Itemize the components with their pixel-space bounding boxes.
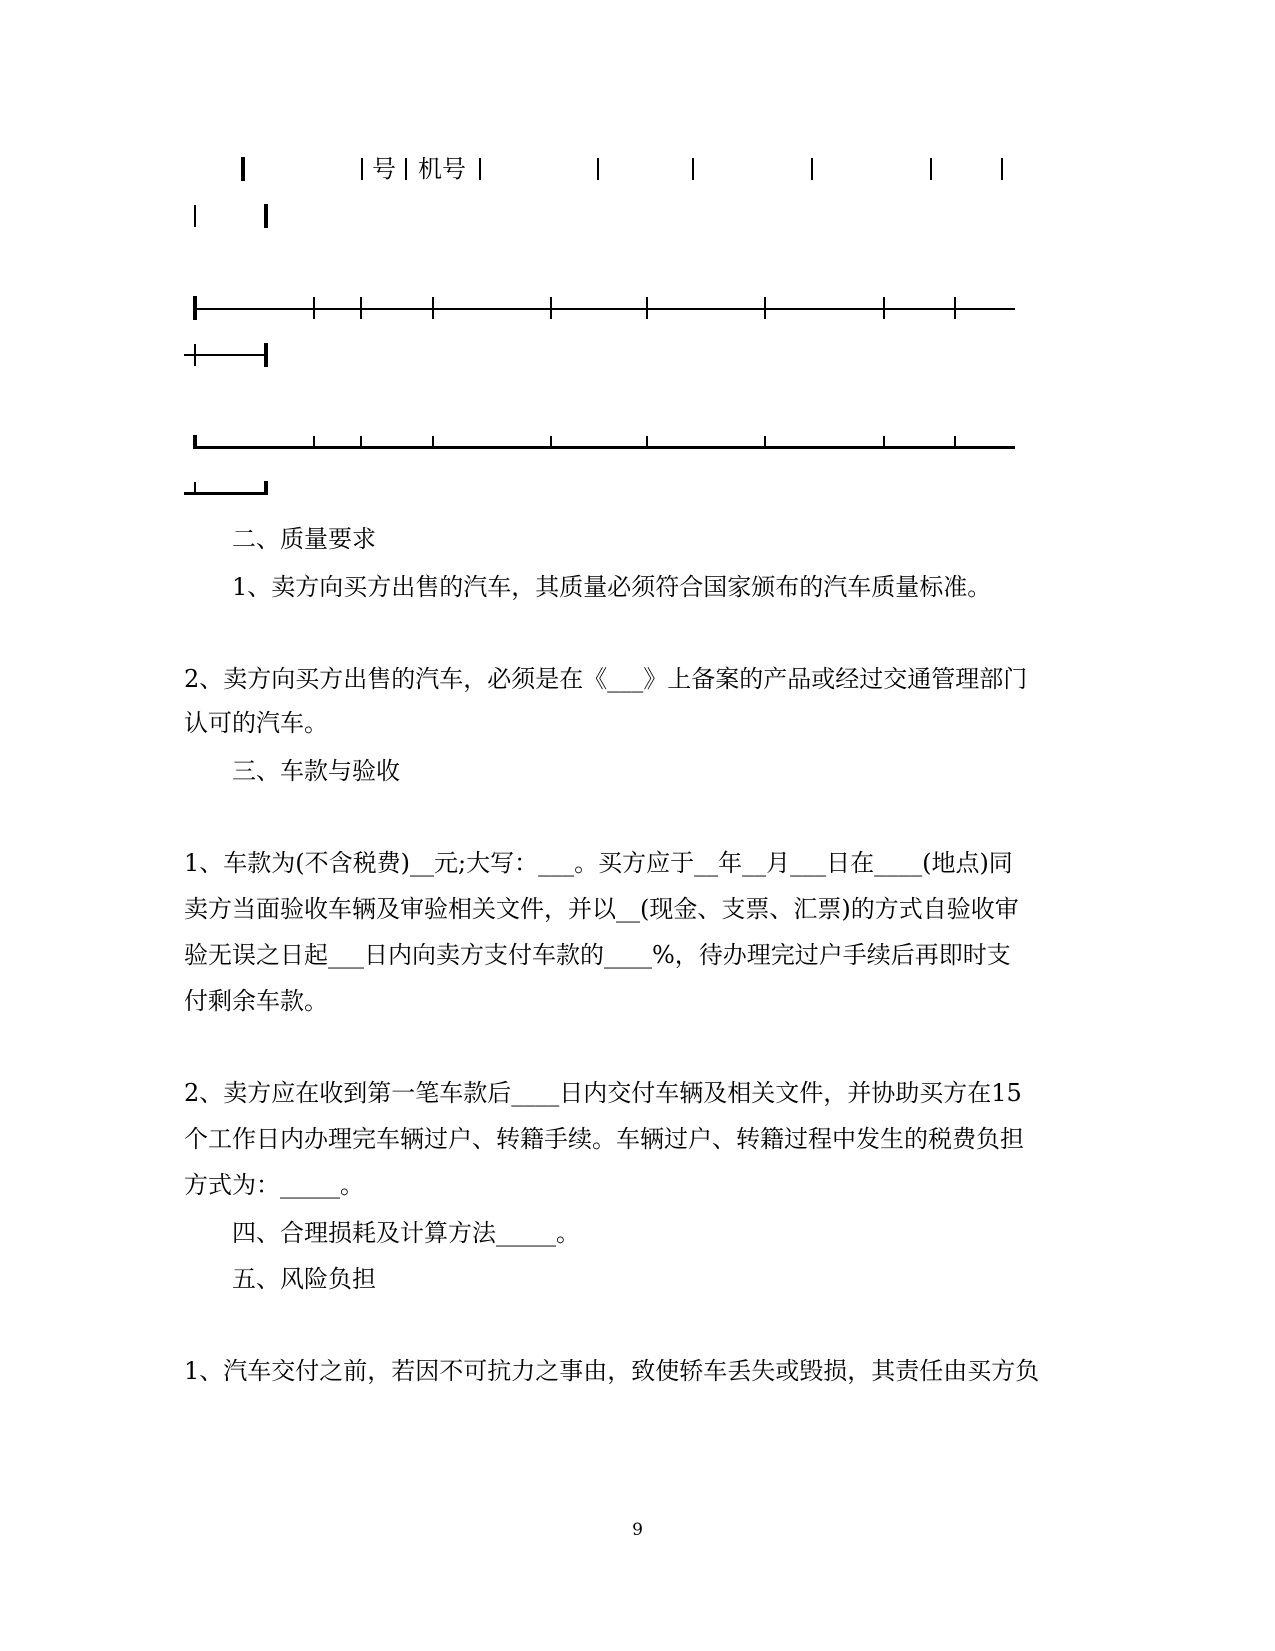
table-border xyxy=(479,158,481,180)
table-border xyxy=(764,436,766,447)
paragraph-line: 个工作日内办理完车辆过户、转籍手续。车辆过户、转籍过程中发生的税费负担 xyxy=(184,1125,1024,1153)
table-border xyxy=(883,436,885,447)
paragraph-line: 付剩余车款。 xyxy=(184,987,328,1015)
table-border xyxy=(954,297,956,319)
table-border xyxy=(646,436,648,447)
table-border xyxy=(883,297,885,319)
table-bottom-border xyxy=(184,492,266,495)
table-border xyxy=(264,204,268,228)
section-heading-risk: 五、风险负担 xyxy=(232,1265,376,1293)
paragraph-line: 1、卖方向买方出售的汽车，其质量必须符合国家颁布的汽车质量标准。 xyxy=(232,573,992,601)
table-border xyxy=(360,297,362,319)
table-border xyxy=(550,297,552,319)
table-border xyxy=(432,297,434,319)
paragraph-line: 2、卖方向买方出售的汽车，必须是在《___》上备案的产品或经过交通管理部门 xyxy=(184,665,1028,693)
table-cell-hao: 号 xyxy=(372,155,396,183)
table-border xyxy=(264,343,268,367)
table-row-separator xyxy=(195,308,1015,310)
table-border xyxy=(432,436,434,447)
paragraph-line: 认可的汽车。 xyxy=(184,709,328,737)
table-border xyxy=(361,158,363,180)
table-border xyxy=(193,296,197,320)
table-bottom-border xyxy=(195,446,1015,449)
table-cell-jihao: 机号 xyxy=(418,155,466,183)
section-heading-loss: 四、合理损耗及计算方法_____。 xyxy=(232,1219,580,1247)
paragraph-line: 1、车款为(不含税费)__元;大写：___。买方应于__年__月___日在____(地点)同 xyxy=(184,849,1013,877)
table-border xyxy=(930,158,932,180)
table-border xyxy=(692,158,694,180)
table-border xyxy=(597,158,599,180)
table-border xyxy=(194,344,196,366)
section-heading-payment: 三、车款与验收 xyxy=(232,757,400,785)
table-row-separator xyxy=(184,354,266,356)
paragraph-line: 1、汽车交付之前，若因不可抗力之事由，致使轿车丢失或毁损，其责任由买方负 xyxy=(184,1357,1040,1385)
table-border xyxy=(193,435,197,449)
table-border xyxy=(313,297,315,319)
paragraph-line: 2、卖方应在收到第一笔车款后____日内交付车辆及相关文件，并协助买方在15 xyxy=(184,1079,1022,1107)
table-border xyxy=(194,205,196,227)
paragraph-line: 方式为：_____。 xyxy=(184,1171,364,1199)
table-border xyxy=(241,157,245,181)
table-border xyxy=(1001,158,1003,180)
table-border xyxy=(264,481,268,495)
table-border xyxy=(550,436,552,447)
table-border xyxy=(405,158,407,180)
paragraph-line: 验无误之日起___日内向卖方支付车款的____%，待办理完过户手续后再即时支 xyxy=(184,941,1011,969)
paragraph-line: 卖方当面验收车辆及审验相关文件，并以__(现金、支票、汇票)的方式自验收审 xyxy=(184,895,1019,923)
table-border xyxy=(313,436,315,447)
table-border xyxy=(194,482,196,493)
table-border xyxy=(360,436,362,447)
table-border xyxy=(954,436,956,447)
section-heading-quality: 二、质量要求 xyxy=(232,525,376,553)
page-number: 9 xyxy=(632,1520,643,1540)
table-border xyxy=(811,158,813,180)
table-border xyxy=(646,297,648,319)
table-border xyxy=(764,297,766,319)
